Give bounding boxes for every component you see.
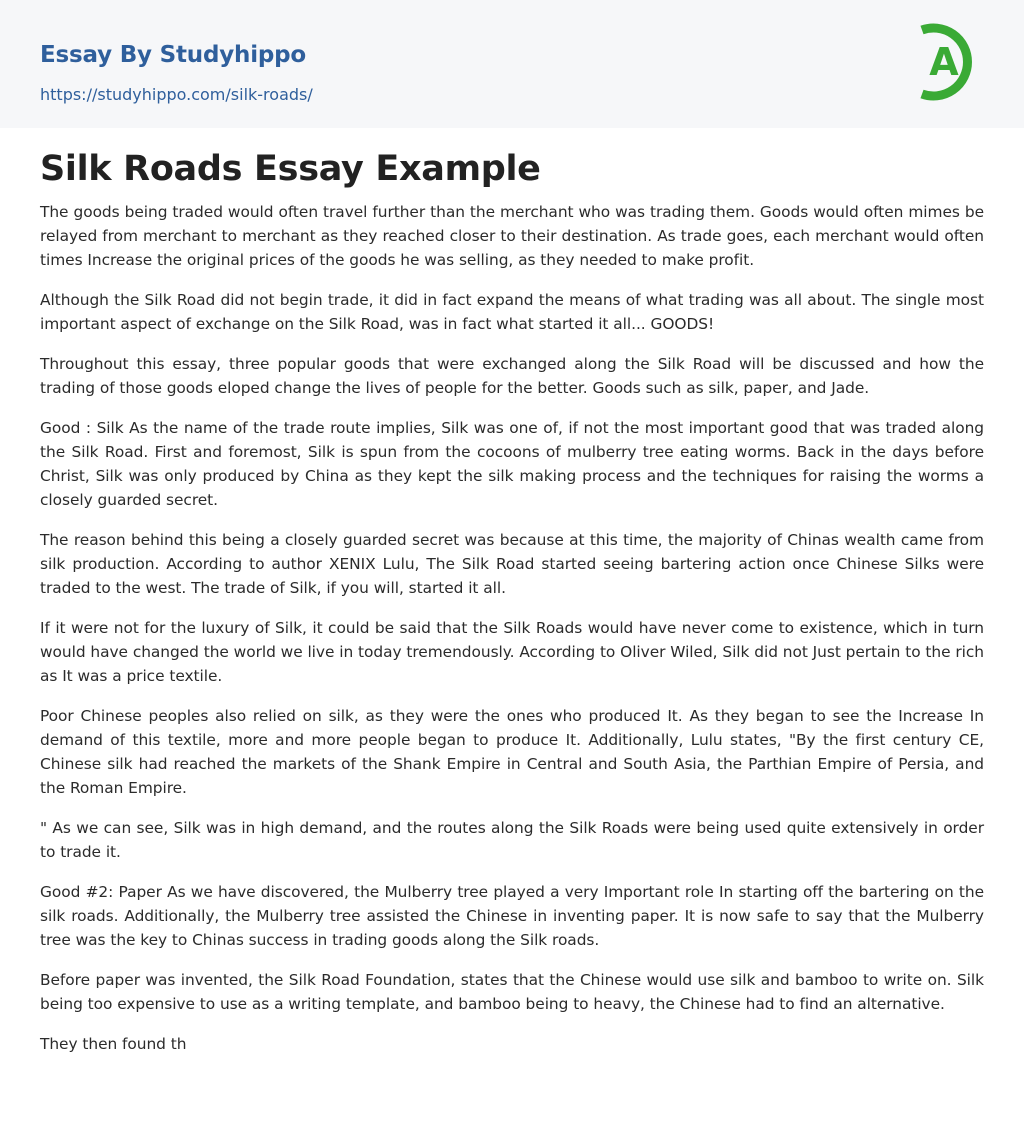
essay-url-link[interactable]: https://studyhippo.com/silk-roads/ xyxy=(40,85,313,104)
essay-paragraph: Throughout this essay, three popular goods that were exchanged along the Silk Road will be discussed and how the trading of those goods eloped change the lives of people for the better. Goods such as silk, paper, and Jade. xyxy=(40,355,984,397)
logo-letter: A xyxy=(929,40,959,84)
essay-paragraph: " As we can see, Silk was in high demand, and the routes along the Silk Roads were being used quite extensively in order to trade it. xyxy=(40,819,984,861)
brand-title[interactable]: Essay By Studyhippo xyxy=(40,42,307,68)
studyhippo-logo-icon[interactable] xyxy=(914,18,986,106)
essay-paragraph: Poor Chinese peoples also relied on silk, as they were the ones who produced It. As they began to see the Increase In demand of this textile, more and more people began to produce It. Additionally, Lulu states, "By the first century CE, Chinese silk had reached the markets of the Shank Empire in Central and South Asia, the Parthian Empire of Persia, and the Roman Empire. xyxy=(40,707,984,797)
essay-paragraph: If it were not for the luxury of Silk, it could be said that the Silk Roads would have never come to existence, which in turn would have changed the world we live in today tremendously. According to Oliver Wiled, Silk did not Just pertain to the rich as It was a price textile. xyxy=(40,619,984,685)
essay-paragraph: Good : Silk As the name of the trade route implies, Silk was one of, if not the most important good that was traded along the Silk Road. First and foremost, Silk is spun from the cocoons of mulberry tree eating worms. Back in the days before Christ, Silk was only produced by China as they kept the silk making process and the techniques for raising the worms a closely guarded secret. xyxy=(40,419,984,509)
essay-paragraph: The reason behind this being a closely guarded secret was because at this time, the majority of Chinas wealth came from silk production. According to author XENIX Lulu, The Silk Road started seeing bartering action once Chinese Silks were traded to the west. The trade of Silk, if you will, started it all. xyxy=(40,531,984,597)
essay-paragraph: Good #2: Paper As we have discovered, the Mulberry tree played a very Important role In starting off the bartering on the silk roads. Additionally, the Mulberry tree assisted the Chinese in inventing paper. It is now safe to say that the Mulberry tree was the key to Chinas success in trading goods along the Silk roads. xyxy=(40,883,984,949)
essay-paragraph: Before paper was invented, the Silk Road Foundation, states that the Chinese would use silk and bamboo to write on. Silk being too expensive to use as a writing template, and bamboo being to heavy, the Chinese had to find an alternative. xyxy=(40,971,984,1013)
essay-paragraph: They then found th xyxy=(40,1035,187,1053)
essay-paragraph: The goods being traded would often travel further than the merchant who was trading them. Goods would often mimes be relayed from merchant to merchant as they reached closer to their destination. As trade goes, each merchant would often times Increase the original prices of the goods he was selling, as they needed to make profit. xyxy=(40,203,984,269)
essay-paragraph: Although the Silk Road did not begin trade, it did in fact expand the means of what trading was all about. The single most important aspect of exchange on the Silk Road, was in fact what started it all... GOODS! xyxy=(40,291,984,333)
page-title: Silk Roads Essay Example xyxy=(40,149,541,189)
essay-body xyxy=(40,200,984,1072)
